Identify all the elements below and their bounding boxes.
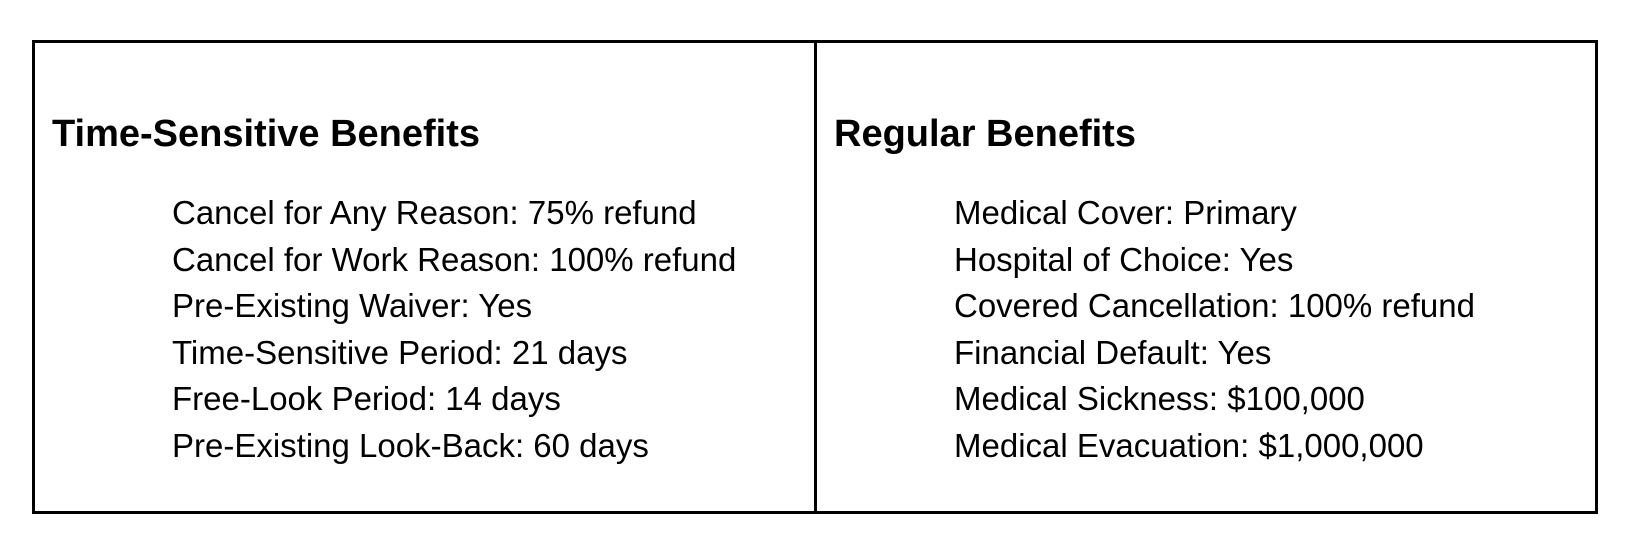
regular-benefits-column: [817, 43, 1595, 511]
time-sensitive-benefits-title: Time-Sensitive Benefits: [52, 113, 481, 155]
benefit-cancel-any-reason: Cancel for Any Reason: 75% refund: [172, 194, 697, 231]
time-sensitive-benefits-list: [172, 190, 736, 470]
benefit-covered-cancellation: Covered Cancellation: 100% refund: [954, 287, 1475, 325]
benefit-financial-default: Financial Default: Yes: [954, 333, 1272, 371]
benefit-free-look-period: Free-Look Period: 14 days: [172, 380, 561, 418]
benefit-pre-existing-waiver: Pre-Existing Waiver: Yes: [172, 287, 533, 325]
benefit-hospital-of-choice: Hospital of Choice: Yes: [954, 240, 1294, 278]
benefit-cancel-work-reason: Cancel for Work Reason: 100% refund: [172, 240, 737, 278]
benefit-time-sensitive-period: Time-Sensitive Period: 21 days: [172, 333, 628, 371]
benefit-pre-existing-look-back: Pre-Existing Look-Back: 60 days: [172, 426, 649, 464]
time-sensitive-benefits-column: [35, 43, 817, 511]
benefit-medical-evacuation: Medical Evacuation: $1,000,000: [954, 426, 1424, 464]
benefit-medical-sickness: Medical Sickness: $100,000: [954, 380, 1365, 418]
benefit-medical-cover: Medical Cover: Primary: [954, 194, 1297, 231]
regular-benefits-list: [954, 190, 1475, 470]
regular-benefits-title: Regular Benefits: [834, 113, 1136, 155]
benefits-table: [32, 40, 1598, 514]
